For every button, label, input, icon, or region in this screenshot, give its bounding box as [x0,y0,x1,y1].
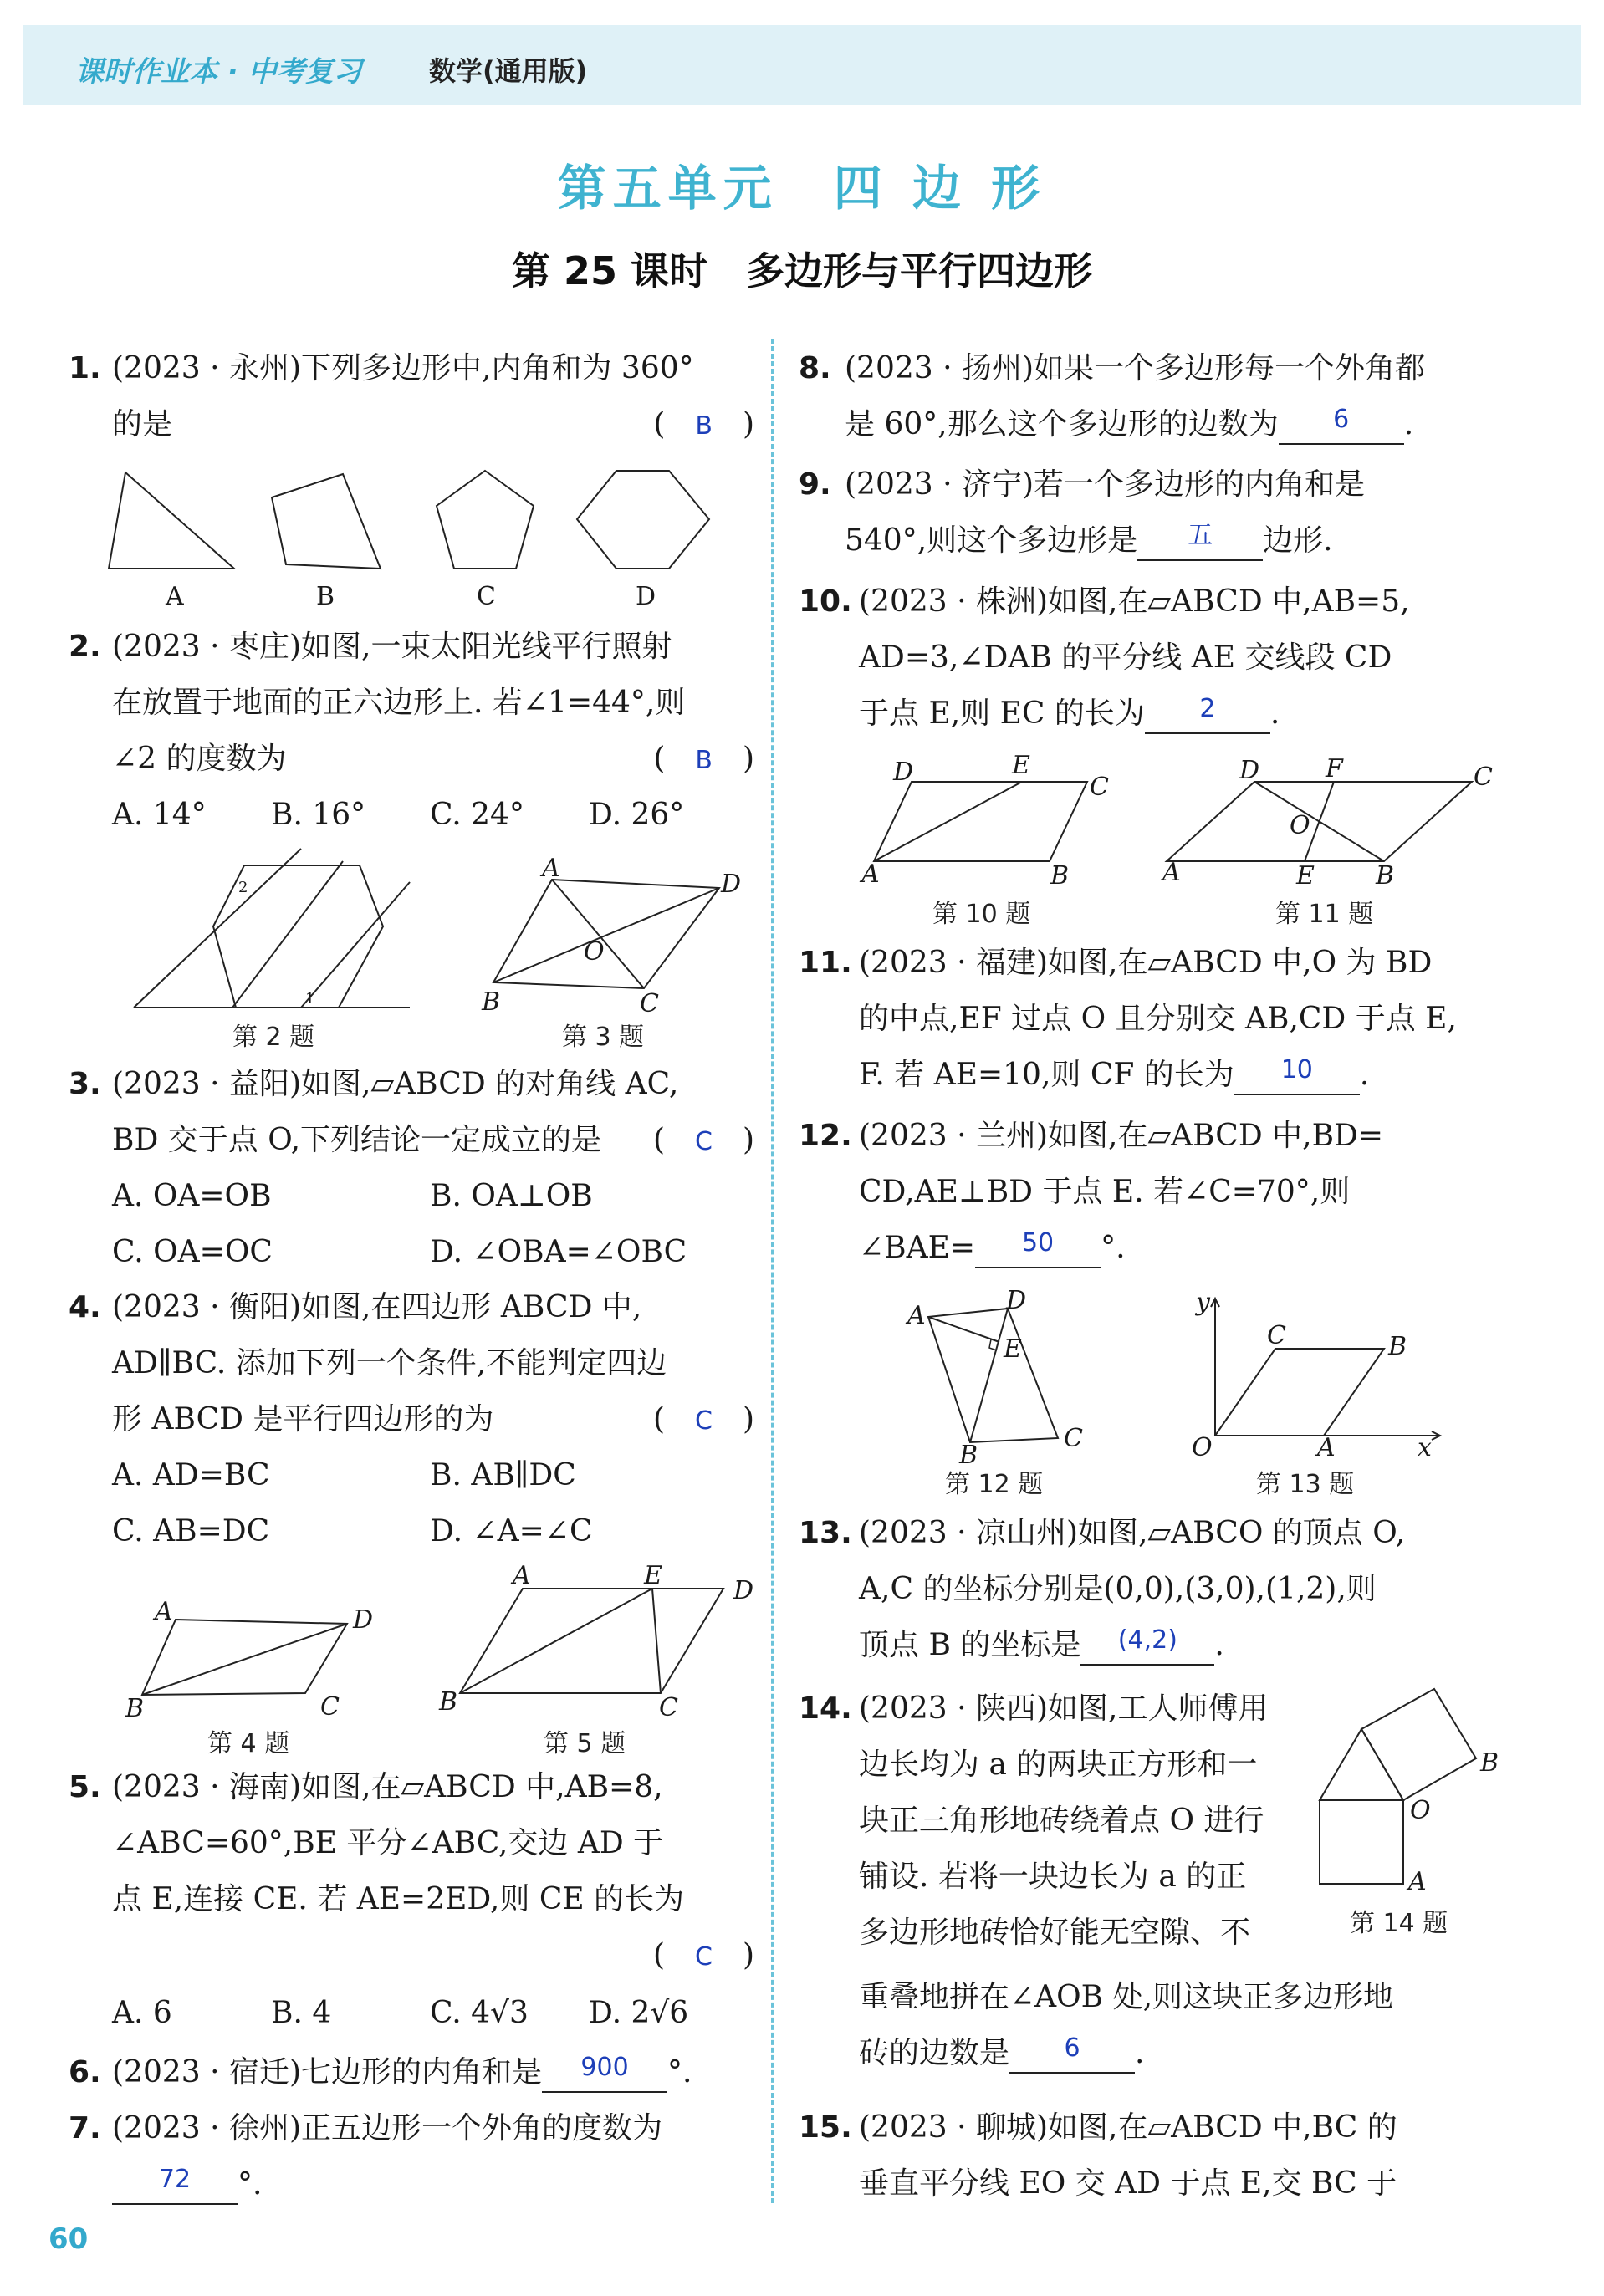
question-2 [69,619,754,843]
figure-caption: 第 2 题 [232,1023,315,1052]
answer-blank [1137,521,1263,561]
svg-text:A: A [1408,1867,1427,1896]
answer-blank [1080,1625,1214,1666]
question-text: (2023 · 济宁)若一个多边形的内角和是 [845,467,1366,502]
q5-parallelogram-figure [439,1561,754,1722]
answer: C [695,1127,713,1156]
question-text: (2023 · 扬州)如果一个多边形每一个外角都 [845,351,1426,385]
answer: 6 [1333,405,1350,434]
header-band [23,25,1581,105]
option: B. 16° [271,798,366,832]
question-9 [799,457,1493,569]
figure-caption: 第 13 题 [1256,1470,1355,1499]
question-5 [69,1759,754,2041]
svg-text:C: C [1474,763,1493,792]
hexagon-shape [577,471,709,569]
svg-text:B: B [959,1441,978,1470]
subject-title: 数学(通用版) [429,55,588,87]
svg-text:A: A [1317,1433,1336,1462]
pentagon-shape [437,471,534,569]
question-number: 12. [799,1119,852,1153]
answer: 72 [158,2165,192,2194]
option: B. OA⊥OB [430,1179,593,1213]
question-number: 15. [799,2110,852,2145]
answer-blank [1009,2033,1135,2074]
question-number: 4. [69,1290,101,1324]
q2-hexagon-sunlight-figure [134,840,418,1020]
answer-blank [542,2053,667,2093]
svg-text:D: D [1006,1286,1027,1315]
answer-bracket: ( C ) [652,1402,754,1436]
question-text: (2023 · 聊城)如图,在▱ABCD 中,BC 的 [859,2110,1397,2145]
answer: 900 [580,2053,629,2082]
question-text: 砖的边数是 [859,2036,1010,2070]
option: D. ∠OBA=∠OBC [430,1235,687,1269]
svg-text:O: O [1192,1433,1213,1462]
question-text: ∠2 的度数为 [112,742,287,776]
svg-text:D: D [893,758,914,787]
question-number: 3. [69,1067,101,1101]
option: A. 6 [112,1996,172,2030]
question-text: 铺设. 若将一块边长为 a 的正 [859,1860,1247,1894]
question-text: (2023 · 兰州)如图,在▱ABCD 中,BD= [859,1119,1384,1153]
answer: C [695,1406,713,1436]
answer: (4,2) [1117,1625,1177,1655]
answer: 6 [1064,2033,1080,2063]
question-text: 顶点 B 的坐标是 [859,1628,1081,1662]
question-number: 6. [69,2055,101,2089]
option: C. 24° [430,798,524,832]
answer: B [695,746,713,775]
question-text: 的是 [112,407,173,441]
option-label: C [477,582,496,611]
question-text: (2023 · 徐州)正五边形一个外角的度数为 [112,2111,663,2145]
question-text: °. [667,2055,692,2089]
answer-bracket: ( C ) [652,1938,754,1972]
question-7 [69,2100,754,2212]
question-number: 7. [69,2111,101,2145]
svg-text:A: A [155,1597,173,1626]
svg-text:2: 2 [238,879,248,896]
question-number: 14. [799,1691,852,1726]
option-label: D [636,582,656,611]
svg-text:B: B [1480,1748,1499,1778]
question-text: 多边形地砖恰好能无空隙、不 [859,1916,1251,1950]
svg-text:C: C [320,1692,340,1722]
question-10 [799,574,1493,742]
question-text: 点 E,连接 CE. 若 AE=2ED,则 CE 的长为 [112,1882,685,1916]
option-label: B [316,582,335,611]
question-13 [799,1505,1493,1673]
question-text: 于点 E,则 EC 的长为 [859,696,1145,731]
question-number: 5. [69,1770,101,1804]
question-text: BD 交于点 O,下列结论一定成立的是 [112,1123,602,1157]
question-11 [799,935,1493,1103]
figure-caption: 第 10 题 [932,900,1031,929]
question-number: 13. [799,1516,852,1550]
question-number: 1. [69,351,101,385]
option: A. AD=BC [112,1458,270,1492]
answer-blank [1234,1055,1360,1095]
svg-text:A: A [907,1301,926,1330]
question-text: (2023 · 永州)下列多边形中,内角和为 360° [112,351,694,385]
option: A. OA=OB [112,1179,272,1213]
question-text: 垂直平分线 EO 交 AD 于点 E,交 BC 于 [859,2166,1397,2201]
q1-polygons-figure [100,464,736,615]
figure-caption: 第 14 题 [1350,1909,1448,1938]
svg-text:E: E [644,1561,662,1590]
svg-text:B: B [1388,1332,1407,1361]
svg-text:B: B [1376,861,1395,890]
question-text: ∠BAE= [859,1231,976,1265]
question-12 [799,1108,1493,1276]
option: B. 4 [271,1996,332,2030]
svg-text:C: C [1090,773,1109,802]
svg-text:C: C [659,1693,678,1722]
question-text: 的中点,EF 过点 O 且分别交 AB,CD 于点 E, [859,1002,1457,1036]
q11-parallelogram-figure [1162,754,1493,890]
question-text: 540°,则这个多边形是 [845,523,1138,558]
question-text: 边形. [1263,523,1333,558]
column-divider [771,339,774,2203]
svg-text:C: C [1064,1424,1083,1453]
svg-text:A: A [513,1561,531,1590]
question-8 [799,340,1493,452]
question-text: . [1359,1058,1370,1092]
svg-text:D: D [733,1576,754,1605]
question-text: 是 60°,那么这个多边形的边数为 [845,407,1279,441]
question-text: °. [238,2167,263,2202]
answer-bracket: ( B ) [653,742,754,776]
question-text: (2023 · 衡阳)如图,在四边形 ABCD 中, [112,1290,642,1324]
question-text: A,C 的坐标分别是(0,0),(3,0),(1,2),则 [859,1572,1377,1606]
question-15 [799,2100,1493,2212]
question-number: 11. [799,946,852,980]
svg-text:C: C [1267,1321,1286,1350]
svg-text:1: 1 [305,990,315,1008]
option: B. AB∥DC [430,1458,576,1492]
question-text: ∠ABC=60°,BE 平分∠ABC,交边 AD 于 [112,1826,664,1860]
answer: 2 [1199,694,1216,723]
svg-text:B: B [439,1687,458,1717]
svg-text:D: D [353,1605,374,1635]
option: C. AB=DC [112,1514,270,1549]
q13-coordinate-figure [1179,1288,1455,1462]
question-text: 形 ABCD 是平行四边形的为 [112,1402,494,1436]
option: D. 2√6 [589,1996,689,2030]
q10-parallelogram-figure [861,751,1112,890]
question-text: (2023 · 益阳)如图,▱ABCD 的对角线 AC, [112,1067,679,1101]
q4-quadrilateral-figure [125,1593,385,1723]
question-4 [69,1279,754,1559]
figure-caption: 第 12 题 [945,1470,1044,1499]
svg-text:E: E [1012,751,1030,780]
svg-text:x: x [1418,1433,1432,1462]
answer: 10 [1280,1055,1313,1084]
option: A. 14° [112,798,207,832]
svg-text:O: O [1290,811,1310,840]
question-1 [69,340,754,452]
svg-text:A: A [1162,858,1181,887]
quadrilateral-shape [272,474,381,569]
answer-bracket: ( C ) [652,1123,754,1157]
svg-text:F: F [1326,754,1343,783]
page-number: 60 [49,2222,89,2256]
svg-text:A: A [542,854,560,883]
question-3 [69,1056,754,1280]
figure-caption: 第 4 题 [207,1729,290,1758]
figure-caption: 第 11 题 [1275,900,1374,929]
figure-caption: 第 5 题 [544,1729,626,1758]
svg-text:B: B [125,1694,145,1723]
question-text: AD∥BC. 添加下列一个条件,不能判定四边 [112,1346,667,1380]
question-text: °. [1101,1231,1126,1265]
question-number: 2. [69,630,101,664]
question-text: . [1403,407,1414,441]
answer: 50 [1021,1228,1055,1258]
option: C. OA=OC [112,1235,273,1269]
question-number: 10. [799,584,852,619]
svg-text:O: O [584,937,605,967]
svg-text:D: D [721,870,742,899]
option-label: A [166,582,184,611]
question-text: (2023 · 株洲)如图,在▱ABCD 中,AB=5, [859,584,1410,619]
question-text: (2023 · 海南)如图,在▱ABCD 中,AB=8, [112,1770,663,1804]
svg-text:B: B [1050,861,1070,890]
question-text: F. 若 AE=10,则 CF 的长为 [859,1058,1234,1092]
lesson-title: 第 25 课时 多边形与平行四边形 [511,248,1093,293]
triangle-shape [109,472,234,569]
q3-parallelogram-figure [477,854,742,1018]
question-text: (2023 · 凉山州)如图,▱ABCO 的顶点 O, [859,1516,1406,1550]
answer-blank [112,2165,238,2205]
option: D. 26° [589,798,685,832]
question-text: 重叠地拼在∠AOB 处,则这块正多边形地 [859,1980,1394,2014]
option: C. 4√3 [430,1996,529,2030]
answer-blank [1145,694,1270,734]
question-number: 9. [799,467,831,502]
option: D. ∠A=∠C [430,1514,593,1549]
svg-text:E: E [1004,1334,1022,1364]
question-number: 8. [799,351,831,385]
question-text: 边长均为 a 的两块正方形和一 [859,1748,1258,1782]
answer-bracket: ( B ) [653,407,754,441]
question-text: . [1269,696,1280,731]
svg-text:O: O [1410,1796,1431,1825]
question-text: . [1135,2036,1145,2070]
question-text: (2023 · 枣庄)如图,一束太阳光线平行照射 [112,630,672,664]
figure-caption: 第 3 题 [562,1023,645,1052]
unit-title: 第五单元 四 边 形 [557,160,1047,217]
answer-blank [975,1228,1101,1268]
answer: B [695,411,713,441]
svg-text:D: D [1239,756,1260,785]
svg-text:C: C [640,989,659,1018]
question-text: (2023 · 福建)如图,在▱ABCD 中,O 为 BD [859,946,1433,980]
q12-parallelogram-figure [907,1286,1091,1470]
svg-text:y: y [1196,1288,1210,1317]
svg-text:B: B [482,987,501,1017]
answer-blank [1279,405,1404,445]
svg-text:E: E [1296,861,1315,890]
answer: 五 [1188,521,1213,550]
answer: C [695,1942,713,1972]
question-text: CD,AE⊥BD 于点 E. 若∠C=70°,则 [859,1175,1351,1209]
series-title: 课时作业本 · 中考复习 [75,55,362,89]
svg-text:A: A [861,860,880,889]
question-6 [69,2044,754,2100]
question-text: AD=3,∠DAB 的平分线 AE 交线段 CD [859,640,1392,675]
question-text: . [1214,1628,1224,1662]
question-text: 块正三角形地砖绕着点 O 进行 [859,1804,1264,1838]
question-text: (2023 · 宿迁)七边形的内角和是 [112,2055,543,2089]
question-text: (2023 · 陕西)如图,工人师傅用 [859,1691,1269,1726]
question-text: 在放置于地面的正六边形上. 若∠1=44°,则 [112,686,686,720]
q14-tiling-figure [1313,1689,1497,1906]
